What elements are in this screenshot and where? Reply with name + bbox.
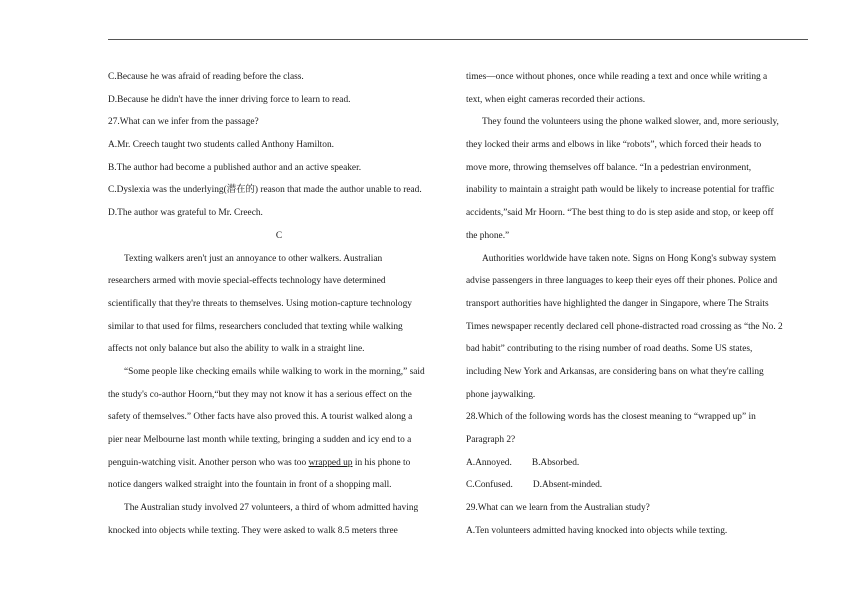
paragraph-4-line: inability to maintain a straight path would be likely to increase potential for traffic	[466, 185, 775, 196]
paragraph-1-line: researchers armed with movie special-effects technology have determined	[108, 276, 386, 287]
question-27: 27.What can we infer from the passage?	[108, 117, 259, 128]
section-heading: C	[275, 230, 283, 241]
option-27a: A.Mr. Creech taught two students called Anthony Hamilton.	[108, 140, 335, 151]
option-26c: C.Because he was afraid of reading before the class.	[108, 72, 304, 82]
paragraph-4-line: the phone.”	[466, 230, 510, 241]
paragraph-5-line: phone jaywalking.	[466, 389, 536, 400]
options-28-ab	[466, 452, 808, 475]
paragraph-1-line: affects not only balance but also the ability to walk in a straight line.	[108, 344, 365, 355]
option-28d: D.Absent-minded.	[532, 480, 603, 491]
option-27c: C.Dyslexia was the underlying(潜在的) reason that made the author unable to read.	[108, 185, 422, 196]
question-29: 29.What can we learn from the Australian study?	[466, 503, 650, 514]
paragraph-5-line: bad habit” contributing to the rising number of road deaths. Some US states,	[466, 344, 753, 355]
paragraph-1-line: Texting walkers aren't just an annoyance to other walkers. Australian	[124, 253, 383, 264]
paragraph-2-line: safety of themselves.” Other facts have also proved this. A tourist walked along a	[108, 412, 413, 423]
paragraph-2-line: pier near Melbourne last month while texting, bringing a sudden and icy end to a	[108, 435, 412, 445]
question-28: 28.Which of the following words has the closest meaning to “wrapped up” in	[466, 412, 756, 423]
paragraph-2-line: notice dangers walked straight into the fountain in front of a shopping mall.	[108, 480, 392, 491]
option-29a: A.Ten volunteers admitted having knocked into objects while texting.	[466, 525, 728, 536]
right-column	[466, 66, 808, 542]
paragraph-5-line: transport authorities have highlighted the danger in Singapore, where The Straits	[466, 298, 769, 309]
paragraph-1-line: similar to that used for films, researchers concluded that texting while walking	[108, 321, 403, 332]
options-28-cd	[466, 474, 808, 497]
paragraph-5-line: advise passengers in three languages to keep their eyes off their phones. Police and	[466, 276, 778, 287]
underlined-phrase: wrapped up	[308, 457, 353, 468]
option-27d: D.The author was grateful to Mr. Creech.	[108, 208, 263, 219]
paragraph-5-line: Times newspaper recently declared cell phone-distracted road crossing as “the No. 2	[466, 321, 783, 332]
paragraph-2-line: “Some people like checking emails while walking to work in the morning,” said	[124, 366, 425, 377]
paragraph-2-text: in his phone to	[352, 457, 411, 468]
question-28: Paragraph 2?	[466, 435, 516, 445]
option-28b: B.Absorbed.	[531, 457, 580, 468]
paragraph-3-line: knocked into objects while texting. They were asked to walk 8.5 meters three	[108, 525, 398, 536]
paragraph-5-line: Authorities worldwide have taken note. Signs on Hong Kong's subway system	[482, 253, 777, 264]
option-28c: C.Confused.	[466, 480, 513, 491]
paragraph-3-line: text, when eight cameras recorded their actions.	[466, 94, 646, 105]
paragraph-4-line: They found the volunteers using the phone walked slower, and, more seriously,	[482, 117, 779, 128]
paragraph-5-line: including New York and Arkansas, are considering bans on what they're calling	[466, 366, 764, 377]
paragraph-3-line: The Australian study involved 27 volunteers, a third of whom admitted having	[124, 503, 419, 514]
paragraph-1-line: scientifically that they're threats to themselves. Using motion-capture technology	[108, 298, 412, 309]
paragraph-4-line: they locked their arms and elbows in like “robots”, which forced their heads to	[466, 140, 762, 151]
option-26d: D.Because he didn't have the inner driving force to learn to read.	[108, 94, 351, 105]
paragraph-2-line	[108, 452, 450, 475]
paragraph-3-line: times—once without phones, once while reading a text and once while writing a	[466, 72, 768, 82]
paragraph-2-text: penguin-watching visit. Another person who was too	[108, 457, 309, 468]
paragraph-2-line: the study's co-author Hoorn,“but they may not know it has a serious effect on the	[108, 389, 412, 400]
header-rule	[108, 39, 808, 40]
option-28a: A.Annoyed.	[466, 457, 512, 468]
paragraph-4-line: move more, throwing themselves off balance. “In a pedestrian environment,	[466, 162, 752, 173]
left-column	[108, 66, 450, 542]
paragraph-4-line: accidents,”said Mr Hoorn. “The best thing to do is step aside and stop, or keep off	[466, 208, 774, 219]
option-27b: B.The author had become a published author and an active speaker.	[108, 162, 362, 173]
